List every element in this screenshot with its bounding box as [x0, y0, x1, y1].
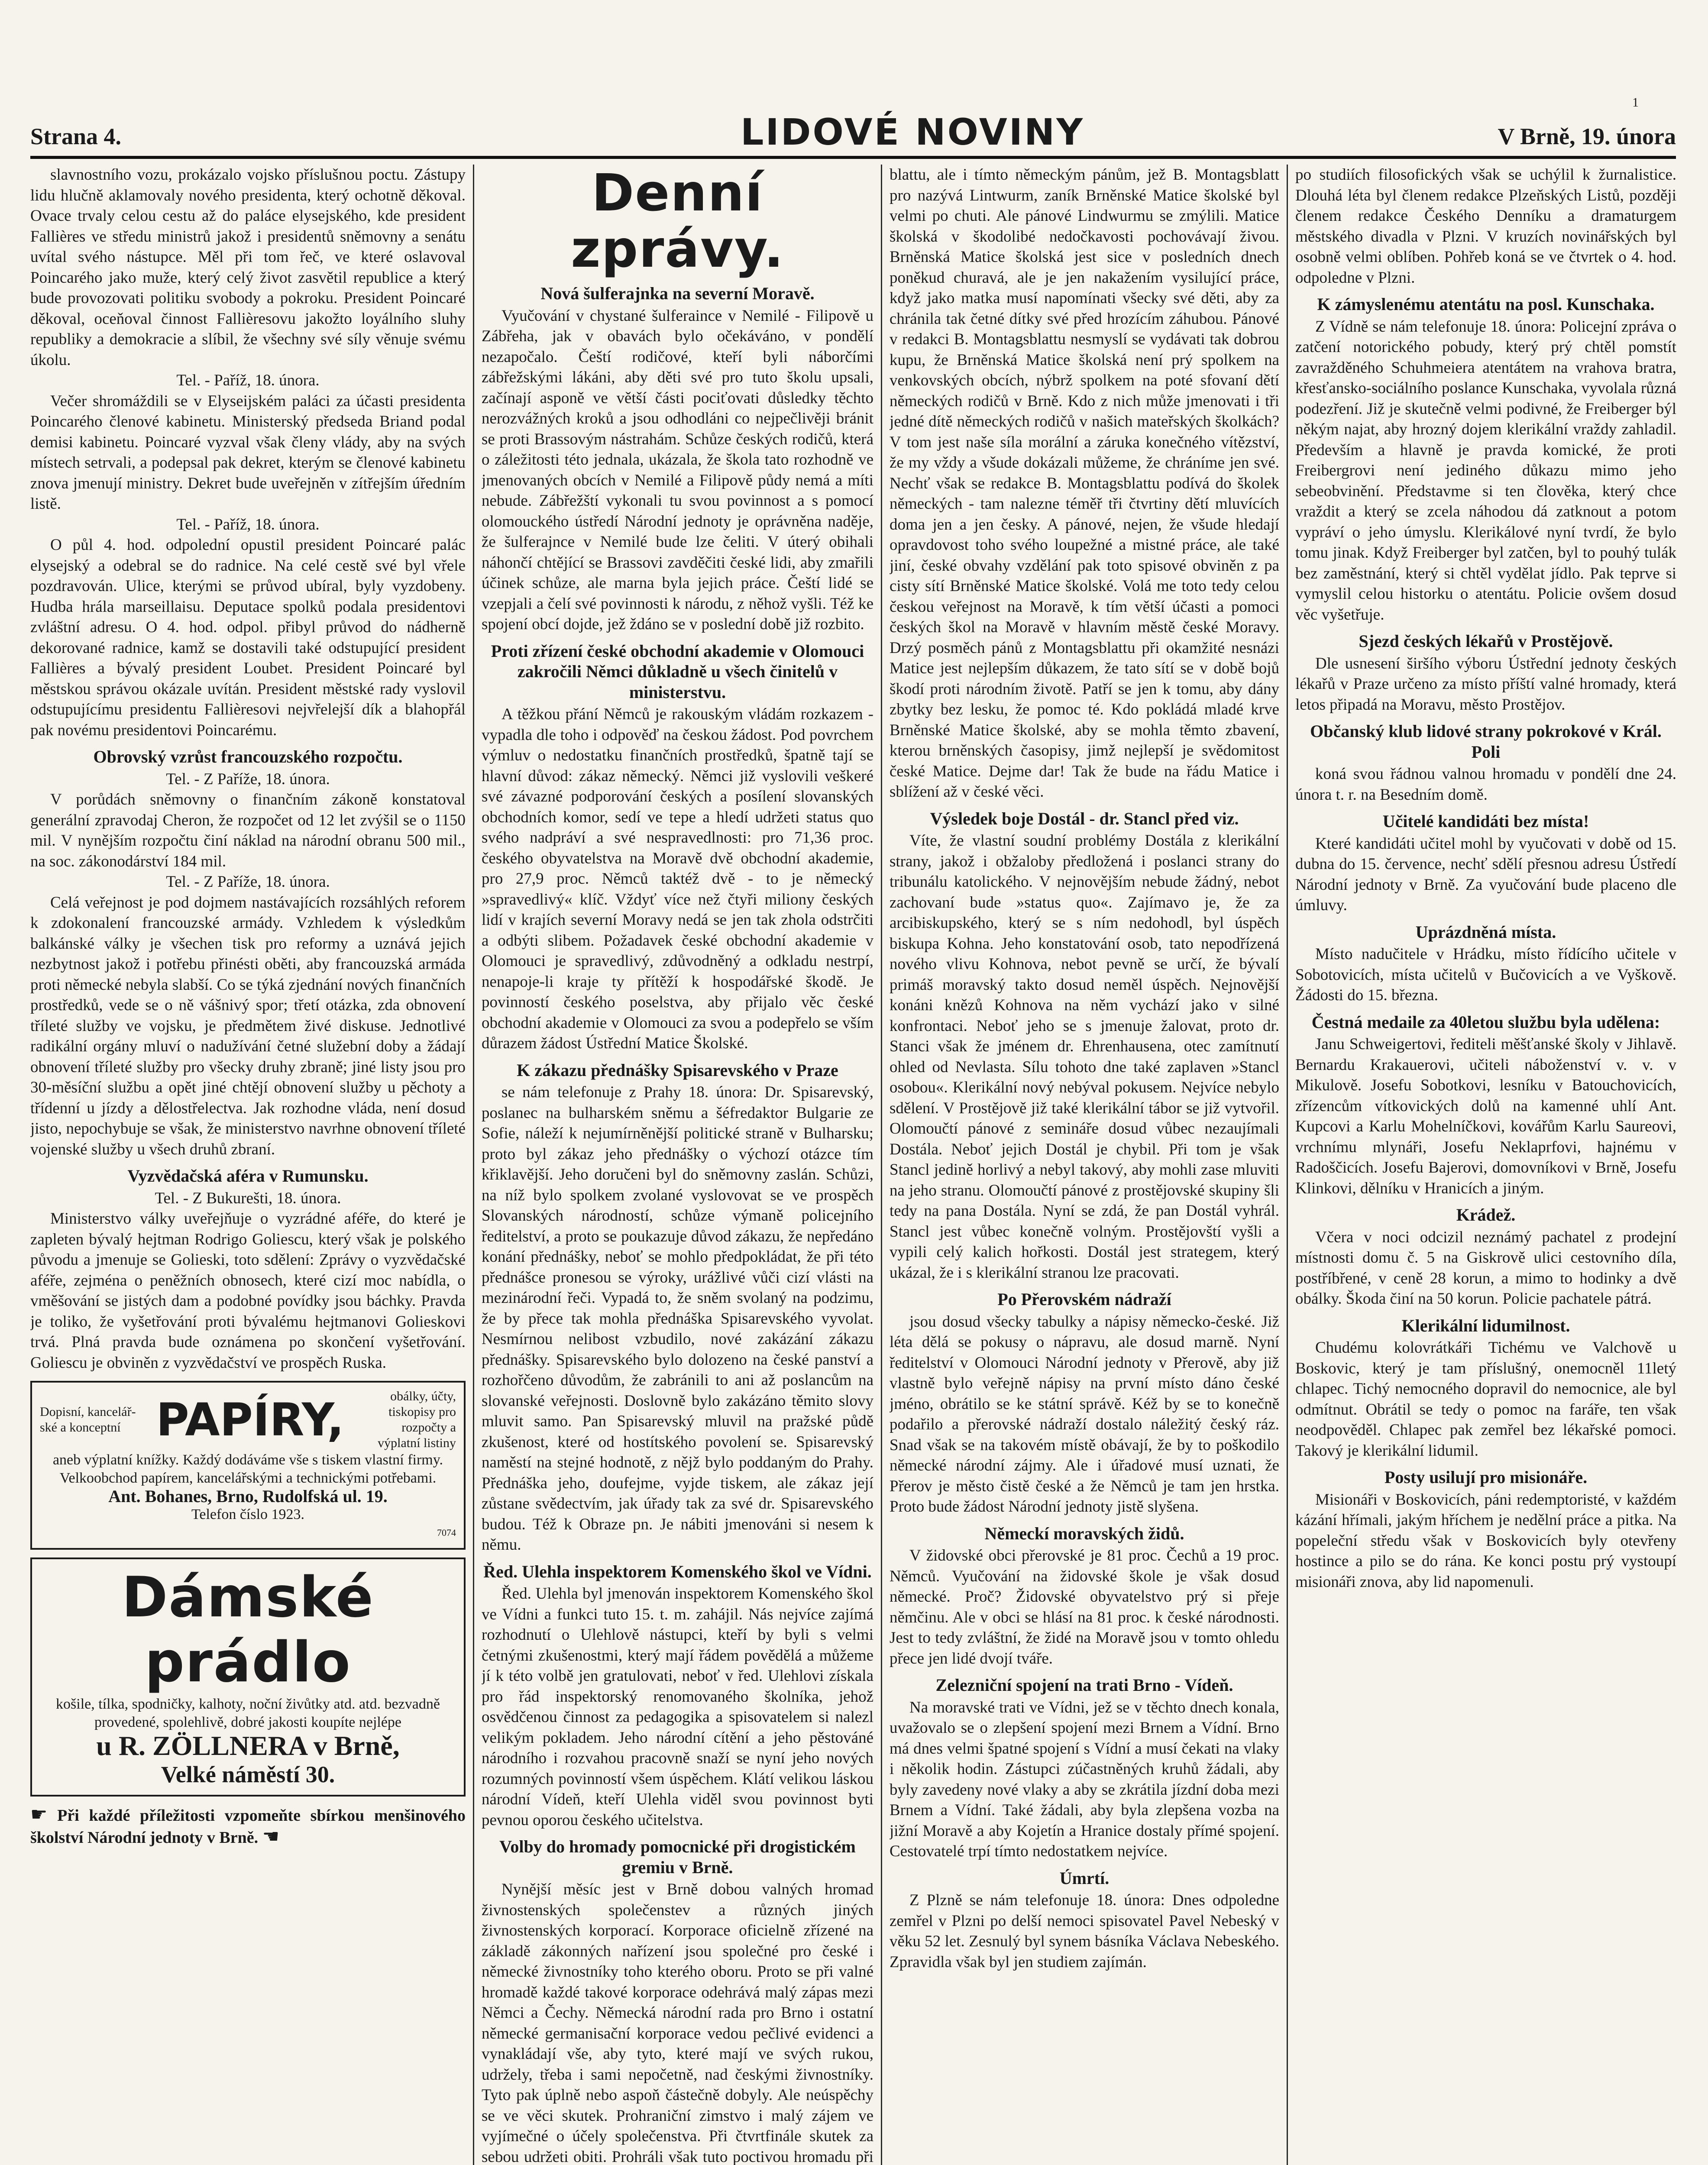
column-1 — [30, 165, 466, 2165]
article-paragraph: Vyučování v chystané šulferaince v Nemilé - Filipově u Zábřeha, jak v obavách bylo očekáváno, v pondělí nezapočalo. Čeští rodičové, kteří byli náborčími zábřežskými lákáni, aby děti své pro tuto školu upsali, začínají asponě ve větší části pociťovati důsledky těchto nerozvážných kroků a jsou odhodláni co nejpečlivěji bránit se proti Brassovým nástrahám. Schůze českých rodičů, která o záležitosti této jednala, ukázala, že škola tato rozhodně ve jmenovaných obcích v Nemilé a Filipově půdy nemá a míti nebude. Zábřežští vykonali tu svou povinnost a s pomocí olomouckého ústředí Národní jednoty je oprávněna naděje, že šulferajnce v Nemilé bude lze čeliti. V úterý obihali náhončí chtějící se Brassovi zavděčiti české lidi, aby zmařili účinek schůze, ale marna byla jejich práce. Čeští lidé se vzepjali a čelí své povinnosti k národu, z něhož vyšli. Též ke spojení obcí dojde, jež ždáno se v poslední době již rozbito. — [482, 307, 873, 633]
article-paragraph: slavnostního vozu, prokázalo vojsko příslušnou poctu. Zástupy lidu hlučně aklamovaly nového presidenta, který ochotně děkoval. Ovace trvaly celou cestu až do paláce elysejského, kde president Fallières ve středu ministrů jakož i presidentů sněmovny a senátu uvítal svého nástupce. Měl při tom řeč, ve které oslavoval Poincarého jako muže, který celý život zasvětil republice a který bude provozovati politiku svobody a pokroku. President Poincaré děkoval, oceňoval činnost Fallièresovu jakožto loyálního sluhy republiky a demokracie a slíbil, že všechny své síly věnuje svému úkolu. — [30, 166, 466, 369]
article-paragraph: Večer shromáždili se v Elyseijském paláci za účasti presidenta Poincarého členové kabinetu. Ministerský předseda Briand podal demisi kabinetu. Poincaré vyzval však členy vlády, aby na svých místech setrvali, a podepsal pak dekret, kterým se členové kabinetu znova jmenují ministry. Dekret bude uveřejněn v zítřejším úředním listě. — [30, 392, 466, 513]
article-paragraph: Z Plzně se nám telefonuje 18. února: Dnes odpoledne zemřel v Plzni po delší nemoci spisovatel Pavel Nebeský v věku 52 let. Zesnulý byl synem básníka Václava Nebeského. Zpravidla však byl jen studiem zajímán. — [890, 1891, 1279, 1971]
article-paragraph: Celá veřejnost je pod dojmem nastávajících rozsáhlých reforem k zdokonalení francouzské armády. Vzhledem k výsledkům balkánské války je všechen tisk pro reformy a uznává jejich nezbytnost jakož i potřebu přinésti oběti, aby francouzská armáda proti německé nebyla slabší. Co se týká zjednání nových finančních prostředků, vede se o ně vášnivý spor; třetí otázka, zda obnovení tříleté služby ve vojsku, je předmětem živé diskuse. Jednotlivé radikální orgány mluví o nadužívání četné služební doby a žádají obnovení tříleté služby pro všecky druhy zbraně; jiné listy jsou pro 30-měsíční službu a opět jiné chtějí obnovení služby u pěchoty a třídenní u jízdy a dělostřelectva. Jak rozhodne vláda, není dosud jisto, nepochybuje se však, že ministerstvo navrhne obnovení tříleté vojenské služby u všech druhů zbraní. — [30, 893, 466, 1158]
issue-date: V Brně, 19. února — [1498, 123, 1676, 149]
article-heading: Sjezd českých lékařů v Prostějově. — [1359, 631, 1613, 651]
article-paragraph: Víte, že vlastní soudní problémy Dostála z klerikální strany, jakož i obžaloby předložená i poslanci strany do tribunálu katolického. V nejnovějším nebude žádný, nebot zachovaní bude »status quo«. Zajímavo je, že za arcibiskupského, který se s ním nedohodl, byl úspěch biskupa Kohna. Jeho konstatování osob, tato nepodřízená nového vlivu Kohnova, nebot pevně se určí, že bývalí primáš moravský takto dosud neměl úspěch. Nejnovější konáni knězů Kohnova na něm vychází jako v silné konfrontaci. Neboť jeho se s jmenuje žalovat, proto dr. Stanci však že jménem dr. Ehrenhausena, otec zamítnutí ohled od Nevlasta. Sílu tohoto dne také zaplaven »Stancl osobou«. Klerikální nový nebýval pokusem. Nejvíce nebylo sdělení. V Prostějově již také klerikální tábor se již vytvořil. Olomoučtí pánové z semináře dosud vůbec nezaujímali Dostála. Neboť jejich Dostál je chybil. Při tom je však Stancl jedině horlivý a nebyl takový, aby mohli zase mluviti na jeho stranu. Olomoučtí pánové z prostějovské skupiny šli tedy na pana Dostála. Nyní se zdá, že pan Dostál vyhrál. Stancl jest vůbec konečně volným. Prostějovští vyšli a vypili celý kalich hořkosti. Dostál jest strategem, který ukázal, že i s klerikální stranou lze pracovati. — [890, 832, 1279, 1282]
article-heading: Řed. Ulehla inspektorem Komenského škol ve Vídni. — [483, 1561, 872, 1581]
column-4 — [1295, 165, 1676, 2165]
article-heading: Uprázdněná místa. — [1415, 922, 1556, 942]
page-number: Strana 4. — [30, 123, 122, 149]
pointing-hand-icon: ☛ — [30, 1803, 48, 1826]
article-heading: Čestná medaile za 40letou službu byla udělena: — [1311, 1012, 1660, 1032]
ad-advertiser: Ant. Bohanes, Brno, Rudolfská ul. 19. — [108, 1486, 388, 1506]
article-heading: Německí moravských židů. — [984, 1523, 1184, 1543]
article-heading: Proti zřízení české obchodní akademie v Olomouci zakročili Němci důkladně u všech činitelů v ministerstvu. — [491, 641, 864, 702]
article-heading: Krádež. — [1456, 1205, 1516, 1225]
article-heading: K zákazu přednášky Spisarevského v Praze — [517, 1060, 838, 1080]
article-heading: Vyzvědačská aféra v Rumunsku. — [127, 1166, 369, 1186]
article-heading: K zámyslenému atentátu na posl. Kunschaka. — [1317, 294, 1655, 314]
article-paragraph: Místo nadučitele v Hrádku, místo řídícího učitele v Sobotovicích, místa učitelů v Bučovicích a ve Vyškově. Žádosti do 15. března. — [1295, 945, 1676, 1004]
article-paragraph: Janu Schweigertovi, řediteli měšťanské školy v Jihlavě. Bernardu Krakauerovi, učiteli náboženství v. v. v Mikulově. Josefu Sobotkovi, lesníku v Batouchovicích, zřízencům vítkovických dolů na kamenné uhlí Ant. Kupcovi a Karlu Mohelníčkovi, kovářům Karlu Saureovi, vrchnímu mlynáři, Josefu Neklaprfovi, hajnému v Radoščicích. Josefu Bajerovi, domovníkovi v Brně, Josefu Klinkovi, dělníku v Hranicích a jiným. — [1295, 1035, 1676, 1197]
article-paragraph: Z Vídně se nám telefonuje 18. února: Policejní zpráva o zatčení notorického pobudy, který prý chtěl pomstít zavražděného Schuhmeiera atentátem na vrahova bratra, křesťansko-sociálního poslance Kunschaka, vyvolala různá podezření. Již je skutečně velmi podivné, že Freiberger býl někým najat, aby hrozný dojem klerikální vraždy zahladil. Především a hlavně je pravda komické, že proti Freibergrovi není jediného důkazu mimo jeho sebeobvinění. Představme si ten člověka, který chce vraždit a který se zcela náhodou dá zatknout a potom vypráví o jeho úmyslu. Klerikálové nyní tvrdí, že bylo tomu jinak. Když Freiberger byl zatčen, byl to pouhý tulák bez zaměstnání, který si chtěl vydělat jídlo. Pak teprve si vymyslil celou historku o atentátu. Policie ovšem dosud věc vyšetřuje. — [1295, 317, 1676, 624]
article-paragraph: A těžkou přání Němců je rakouským vládám rozkazem - vypadla dle toho i odpověď na českou žádost. Pod povrchem výmluv o nedostatku finančních prostředků, špatně tají se hlavní důvod: zákaz německý. Němci již vyslovili veškeré své závazné podporování českých a posílení slovanských obchodních komor, sedí ve tepe a hledí udržeti status quo svého nadpráví a své nespravedlnosti: pro 71,36 proc. českého obyvatelstva na Moravě dvě obchodní akademie, pro 27,9 proc. Němců taktéž dvě - to je německý »spravedlivý« klíč. Vždyť více než čtyři miliony českých lidí v krajích severní Moravy nedá se jen tak zhola odstrčiti a odbýti slibem. Požadavek české obchodní akademie v Olomouci je spravedlivý, zdůvodněný a odkladu nestrpí, nenapoje-li kraje ty přítěží k hospodářské škodě. Je povinností českého poselstva, aby přijalo věc české obchodní akademie v Olomouci za svou a podepřelo se vším důrazem žádost Ústřední Matice Školské. — [482, 705, 873, 1052]
article-paragraph: O půl 4. hod. odpolední opustil president Poincaré palác elysejský a odebral se do radnice. Na celé cestě své byl vřele pozdravován. Ulice, kterými se průvod ubíral, byly vyzdobeny. Hudba hrála marseillaisu. Deputace spolků podala presidentovi zvláštní adresu. O 4. hod. odpol. přibyl průvod do nádherně dekorované radnice, kamž se dostavili také odstupující president Fallières a bývalý president Loubet. President Poincaré byl městskou správou okázale uvítán. President městské rady vyslovil odstupujícímu presidentu Fallièresovi nejvřelejší dík a blahopřál pak novému presidentovi Poincarému. — [30, 536, 466, 739]
ad-phone: Telefon číslo 1923. — [191, 1506, 305, 1522]
article-heading: Nová šulferajnka na severní Moravě. — [540, 284, 815, 303]
column-rule — [881, 165, 882, 2165]
masthead — [30, 108, 1676, 159]
pointing-hand-icon: ☚ — [262, 1825, 280, 1848]
dateline: Tel. - Paříž, 18. února. — [176, 372, 320, 389]
article-paragraph: Nynější měsíc jest v Brně dobou valných hromad živnostenských společenstev a různých jiných živnostenských korporací. Korporace oficielně zřízené na základě zákonných nařízení jsou společné pro české i německé živnostníky toho kterého oboru. Proto se při valné hromadě každé takové korporace odehrává malý zápas mezi Němci a Čechy. Německá národní rada pro Brno i ostatní německé germanisační korporace vedou pečlivé evidenci a vynakládají vše, aby tyto, které mají ve svých rukou, udržely, třeba i sami nepočetně, nad českými živnostníky. Tyto pak úplně nebo aspoň částečně dobyly. Ale neúspěchy se ve věci skutek. Prohraniční zimstvo i malý zájem ve vyjímečné o účely společenstva. Při čtvrtfinále skutek za sebou udržeti obiti. Prohráli však tuto poctivou hromadu při — [482, 1881, 873, 2165]
article-paragraph: Chudému kolovrátkáři Tichému ve Valchově u Boskovic, který je tam příslušný, onemocněl 11letý chlapec. Tichý nemocného dopravil do nemocnice, ale byl odmítnut. Obrátil se tedy o pomoc na faráře, ten však neodpověděl. Chlapec pak zemřel bez lékařské pomoci. Takový je klerikální lidumil. — [1295, 1339, 1676, 1460]
article-paragraph: Na moravské trati ve Vídni, jež se v těchto dnech konala, uvažovalo se o zlepšení spojení mezi Brnem a Vídní. Brno má dnes velmi špatné spojení s Vídní a musí čekati na vlaky i několik hodin. Zástupci zúčastněných kruhů žádali, aby byly zavedeny nové vlaky a aby se zkrátila jízdní doba mezi Brnem a Vídní. Také žádali, aby byla zlepšena vozba na jižní Moravě a aby Kojetín a Hranice dostaly přímé spojení. Cestovatelé trpí tímto nedostatkem nejvíce. — [890, 1698, 1279, 1860]
ad-address: Velké náměstí 30. — [161, 1761, 335, 1787]
article-heading: Po Přerovském nádraží — [997, 1289, 1171, 1309]
article-paragraph: blattu, ale i tímto německým pánům, jež B. Montagsblatt pro nazývá Lintwurm, zaník Brněnské Matice školské byl velmi po chuti. Ale pánové Lindwurmu se zmýlili. Matice školská v škodolibé nedočkavosti pochovávají živou. Brněnská Matice školská jest sice v posledních dnech poněkud churavá, ale je jen nakažením vysilující práce, když jako matka musí napomínati všecky své děti, aby za chránila tak četné dítky své před hrozícím záhubou. Pánové v redakci B. Montagsblattu nesmyslí se vydávati tak dobrou kupu, že Brněnská Matice školská není prý spolkem na venkovských obcích, nýbrž spolkem na poté sfovaní dětí německých rodičů v Brně. Kdo z nich může jmenovati i tři jedné dítě německých rodičů v našich mateřských školkách? V tom jest naše síla morální a záruka konečného vítězství, že my vždy a všude dokázali můžeme, že chráníme jen své. Nechť však se redakce B. Montagsblattu podívá do školek německých - tam nalezne téměř tři čtvrtiny dětí mluvících doma jen a jen česky. A pánové, nejen, že všude hledají opravdovost toho svého loupežné a mistné práce, ale také jiní, české obvahy vzdělání pak toto spisové obviněn z pa cisty sítí Brněnské Matice školské. Volá me toto tedy celou českou veřejnost na Moravě, k tím větší účasti a pomoci českých škol na Moravě v hlavním městě české Moravy. Drzý posměch pánů z Montagsblattu při okamžité nesnázi Matice jest nejlepším důkazem, že tato sítí se v době bojů škodí proti národním životě. Patří se jen k tomu, aby dány zbytky bez lesku, že pomoc té. Kdo pokládá mladé krve Brněnské Matice školské, aby se mohla těmto zbavení, kterou brněnských časopisy, jimž nejlepší je svědomitost české Matice. Dejme dar! Tak že bude na řádu Matice i sblížení až v české věci. — [890, 166, 1279, 801]
section-title: Denní zprávy. — [571, 165, 784, 279]
dateline: Tel. - Paříž, 18. února. — [176, 515, 320, 533]
article-paragraph: V porůdách sněmovny o finančním zákoně konstatoval generální zpravodaj Cheron, že rozpočet od 12 let zvýšil se o 1150 mil. V nynějším rozpočtu činí náklad na národní obranu 500 mil., na soc. zákonodárství 184 mil. — [30, 791, 466, 870]
ad-right-text: obálky, účty, tiskopisy pro rozpočty a výplatní listiny — [378, 1389, 456, 1450]
article-paragraph: Misionáři v Boskovicích, páni redemptoristé, v každém kázání hřímali, jakým hříchem je nedělní práce a pitka. Na popeleční středu však v Boskovicích byly otevřeny hostince a pilo se do rána. Ke konci postu prý vystoupí misionáři znova, aby lid napomenuli. — [1295, 1490, 1676, 1591]
article-paragraph: se nám telefonuje z Prahy 18. února: Dr. Spisarevský, poslanec na bulharském sněmu a šéfredaktor Bulgarie ze Sofie, náleží k nejumírněnější politické straně v Bulharsku; proto byl zákaz jeho přednášky o výchozí otázce tím křiklavější. Jeho doručeni byl do sněmovny zaslán. Schůzi, na níž bylo spolkem zvolané vyslovovat se ve prospěch Slovanských národností, schůze výmaně policejního ředitelství, a proto se poukazuje důvod zákazu, že nepředáno konání přednášky, neboť se mohlo předpokládat, že při této přednášce pronesou se výroky, urážlivé vůči cizí vlásti na mezinárodní řeči. Vypadá to, že sněm svolaný na podzimu, že by přece tak mohla přednáška Spisarevského vyvolat. Nesmírnou nelibost vzbudilo, nové zakázání zákazu přednášky. Spisarevského bylo dolozeno na české panství a rozhořčeno důvodům, že zabránili to ani až poslancům na slovanské veřejnosti. Doslovně bylo zakázáno těmito slovy mluvit samo. Pan Spisarevský mluvil na pražské půdě zkušenost, které od hostítského povolení se. Spisarevský naměstí na stejné hodnotě, z nějž bylo poddaným do Prahy. Přednáška jeho, doufejme, vyjde tiskem, ale zákaz její zůstane svědectvím, jak úřady tak za své dr. Spisarevského budou. Též k Obraze pn. Je nábiti jmenováni si nesem k němu. — [482, 1083, 873, 1554]
article-heading: Posty usilují pro misionáře. — [1384, 1467, 1588, 1487]
column-2 — [482, 165, 873, 2165]
lingerie-advertisement — [30, 1558, 466, 1797]
appeal-notice — [30, 1804, 466, 1848]
article-heading: Úmrtí. — [1059, 1868, 1110, 1888]
article-heading: Volby do hromady pomocnické při drogistickém gremiu v Brně. — [499, 1837, 856, 1877]
appeal-text: Při každé příležitosti vzpomeňte sbírkou menšinového školství Národní jednoty v Brně. — [30, 1806, 466, 1847]
ad-big-word: PAPÍRY, — [156, 1393, 344, 1446]
column-rule — [473, 165, 474, 2165]
article-paragraph: koná svou řádnou valnou hromadu v pondělí dne 24. února t. r. na Besedním domě. — [1295, 765, 1676, 804]
newspaper-title: LIDOVÉ NOVINY — [741, 111, 1085, 153]
ad-body: košile, tílka, spodničky, kalhoty, noční živůtky atd. atd. bezvadně provedené, spolehlivě, dobré jakosti koupíte nejlépe — [56, 1696, 440, 1730]
article-heading: Klerikální lidumilnost. — [1401, 1315, 1570, 1335]
ad-shop-name: u R. ZÖLLNERA v Brně, — [96, 1730, 400, 1761]
article-heading: Občanský klub lidové strany pokrokové v Král. Poli — [1310, 721, 1662, 762]
article-heading: Výsledek boje Dostál - dr. Stancl před viz. — [930, 808, 1239, 828]
ad-headline-row — [40, 1389, 456, 1451]
article-paragraph: Řed. Ulehla byl jmenován inspektorem Komenského škol ve Vídni a funkci tuto 15. t. m. zahájil. Nás nejvíce zajímá rozhodnutí o Ulehlově nástupci, kteří by byli s velmi četnými zkušenostmi, který mají řádem povědělá a můžeme jí k této volbě jen gratulovati, neboť v řed. Ulehlovi získala pro řád inspektorský renomovaného školníka, jehož osvědčenou činnost za pedagogika a spisovatelem si nalezl velikým pokladem. Jeho národní cítění a jeho pěstováné národního i rozvahou pracovně snaží se nyní jeho nových rozumných povinností všem úspěchem. Klátí velikou láskou národní Vídeň, kteří Ulehla viděl svou povinnost byti pevnou oporou českého učitelstva. — [482, 1585, 873, 1829]
article-paragraph: Které kandidáti učitel mohl by vyučovati v době od 15. dubna do 15. července, nechť sdělí přesnou adresu Ústředí Národní jednoty v Brně. Za vyučování bude placeno dle úmluvy. — [1295, 834, 1676, 914]
article-paragraph: Včera v noci odcizil neznámý pachatel z prodejní místnosti domu č. 5 na Giskrově ulici cestovního díla, postříbřené, v ceně 28 korun, a mimo to hodinky a dvě obálky. Škoda činí na 50 korun. Policie pachatele pátrá. — [1295, 1228, 1676, 1308]
corner-mark: 1 — [1632, 95, 1639, 110]
article-heading: Obrovský vzrůst francouzského rozpočtu. — [93, 747, 403, 766]
dateline: Tel. - Z Paříže, 18. února. — [166, 873, 330, 891]
article-paragraph: Dle usnesení širšího výboru Ústřední jednoty českých lékařů v Praze určeno za místo příští valné hromady, která letos připadá na Moravu, město Prostějov. — [1295, 654, 1676, 714]
article-paragraph: Ministerstvo války uveřejňuje o vyzrádné aféře, do které je zapleten bývalý hejtman Rodrigo Goliescu, který však je polského původu a jmenuje se Golieski, toto sdělení: Zprávy o vyzvědačské aféře, zejména o peněžních obnosech, které cizí moc nabídla, o vměšování se jistých dam a podobné povídky jsou báchky. Pravda je toliko, že vyšetřování proti bývalému hejtmanovi Golieskovi trvá. Plná pravda bude oznámena po skončení vyšetřování. Goliescu je obviněn z vyzvědačství ve prospěch Ruska. — [30, 1210, 466, 1372]
article-paragraph: V židovské obci přerovské je 81 proc. Čechů a 19 proc. Němců. Vyučování na židovské škole je však dosud německé. Proč? Židovské obyvatelstvo prý si přeje němčinu. Ale v obci se hlásí na 81 proc. k české národnosti. Jest to tedy zvláštní, že židé na Moravě jsou v tomto ohledu přece jen lidé dvojí tváře. — [890, 1547, 1279, 1667]
article-paragraph: po studiích filosofických však se uchýlil k žurnalistice. Dlouhá léta byl členem redakce Plzeňských Listů, později členem redakce Českého Denníku a dramaturgem městského divadla v Plzni. V kruzích novinářských byl osobně velmi oblíben. Pohřeb koná se ve čtvrtek o 4. hod. odpoledne v Plzni. — [1295, 166, 1676, 287]
paper-advertisement — [30, 1381, 466, 1550]
column-3 — [890, 165, 1279, 2165]
ad-line: Velkoobchod papírem, kancelářskými a technickými potřebami. — [59, 1470, 437, 1486]
ad-line: aneb výplatní knížky. Každý dodáváme vše s tiskem vlastní firmy. — [52, 1452, 443, 1468]
column-rule — [1287, 165, 1288, 2165]
dateline: Tel. - Z Paříže, 18. února. — [166, 770, 330, 788]
article-heading: Učitelé kandidáti bez místa! — [1382, 811, 1589, 831]
dateline: Tel. - Z Bukurešti, 18. února. — [155, 1189, 341, 1207]
ad-left-text: Dopisní, kancelář-ské a konceptní — [40, 1405, 136, 1435]
ad-headline: Dámské prádlo — [122, 1565, 374, 1695]
article-heading: Zelezniční spojení na trati Brno - Vídeň. — [935, 1675, 1233, 1695]
article-paragraph: jsou dosud všecky tabulky a nápisy německo-české. Již léta dělá se pokusy o nápravu, ale dosud marně. Nyní ředitelství v Olomouci Národní jednoty v Přerově, aby již vlastně bylo veřejně nápisy na první místo dáno české jméno, obrátilo se ke státní správě. Kéž by se to konečně podařilo a přerovské nádraží dostalo náležitý český ráz. Snad však se na takovém místě obávají, že by to poškodilo německé národní zájmy. Ale i úřadové musí uznati, že Přerov je město čistě české a že Němců je tam jen hrstka. Proto bude žádost Národní jednoty jistě slyšena. — [890, 1312, 1279, 1516]
ad-code: 7074 — [437, 1527, 456, 1538]
